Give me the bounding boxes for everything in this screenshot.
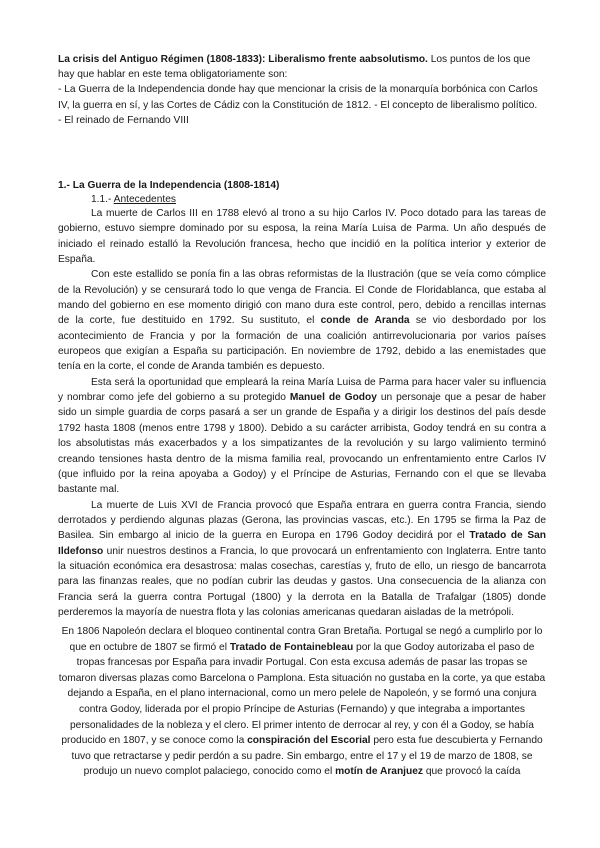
body-text-centered <box>58 624 546 780</box>
topic-title: La crisis del Antiguo Régimen (1808-1833): Liberalismo frente aabsolutismo. <box>58 54 428 65</box>
paragraph-2-text-cont: se vio desbordado por los acontecimiento de Francia y por la formación de una coalición antirrevolucionaria por varios países europeos que exigían a España su participación. En noviembre de 1792, debido a las enemistades que tenía en la corte, el conde de Aranda también es depuesto. <box>58 315 546 373</box>
subsection-title: Antecedentes <box>113 194 176 205</box>
bold-term-fontainebleau: Tratado de Fontainebleau <box>229 641 354 653</box>
bold-term-godoy: Manuel de Godoy <box>289 392 377 404</box>
paragraph-4 <box>58 498 546 621</box>
bold-term-conde-aranda: conde de Aranda <box>320 315 410 327</box>
intro-block <box>58 52 544 128</box>
paragraph-5-text: En 1806 Napoleón declara el bloqueo continental contra Gran Bretaña. Portugal se negó a cumplirlo por lo que en octubre de 1807 se firmó el <box>61 626 543 653</box>
paragraph-3-text: Esta será la oportunidad que empleará la reina María Luisa de Parma para hacer valer su influencia y nombrar como jefe del gobierno a su protegido <box>58 376 546 404</box>
paragraph-5-text-end: que provocó la caída <box>422 766 521 778</box>
paragraph-3-text-cont: un personaje que a pesar de haber sido un simple guardia de corps pasará a ser un grande de España y a dirigir los destinos del país desde 1792 hasta 1808 (menos entre 1798 y 1800). Debido a su carácter arribista, Godoy tendrá en su contra a los absolutistas más exacerbados y a los simpatizantes de la revolución y su largo valimiento terminó creando tensiones hasta dentro de la misma familia real, provocando un enfrentamiento entre Carlos IV (que influido por la reina apoyaba a Godoy) y el Príncipe de Asturias, Fernando con el que se llevaba bastante mal. <box>58 392 546 496</box>
subsection-heading <box>91 194 176 205</box>
intro-point-2: - El reinado de Fernando VIII <box>58 114 189 126</box>
section-title: 1.- La Guerra de la Independencia (1808-1814) <box>58 180 280 191</box>
body-text <box>58 206 546 620</box>
intro-point-1: - La Guerra de la Independencia donde hay que mencionar la crisis de la monarquía borbónica con Carlos IV, la guerra en sí, y las Cortes de Cádiz con la Constitución de 1812. - El concepto de liberalismo político. <box>58 84 538 111</box>
paragraph-5 <box>58 624 546 780</box>
paragraph-5-text-cont: por la que Godoy autorizaba el paso de tropas francesas por España para invadir Portugal. Con esta excusa además de pasar las tropas se tomaron diversas plazas como Barcelona o Pamplona. Esta situación no gustaba en la corte, ya que estaba dejando a España, en el plano internacional, como un mero pelele de Napoleón, y se formó una conjura contra Godoy, liderada por el propio Príncipe de Asturias (Fernando) y que integraba a importantes personalidades de la nobleza y el clero. El primer intento de derrocar al rey, y con él a Godoy, se había producido en 1807, y se conoce como la <box>58 641 546 747</box>
intro-lead: Los puntos de los que hay que hablar en este tema obligatoriamente son: <box>58 54 531 81</box>
paragraph-2-text: Con este estallido se ponía fin a las obras reformistas de la Ilustración (que se veía como cómplice de la Revolución) y se censurará todo lo que venga de Francia. El Conde de Floridablanca, que estaba al mando del gobierno en ese momento dirigió con mano dura este control, pero, debido a rencillas internas de la corte, fue destituido en 1792. Su sustituto, el <box>58 269 546 327</box>
paragraph-4-text: La muerte de Luis XVI de Francia provocó que España entrara en guerra contra Francia, siendo derrotados y perdiendo algunas plazas (Gerona, las provincias vascas, etc.). En 1795 se firma la Paz de Basilea. Sin embargo al inicio de la guerra en Europa en 1796 Godoy decidirá por el <box>58 499 546 542</box>
bold-term-escorial: conspiración del Escorial <box>247 735 371 747</box>
paragraph-2 <box>58 267 546 374</box>
bold-term-aranjuez: motín de Aranjuez <box>335 766 423 778</box>
intro-paragraph <box>58 52 544 82</box>
paragraph-3 <box>58 375 546 498</box>
paragraph-1: La muerte de Carlos III en 1788 elevó al trono a su hijo Carlos IV. Poco dotado para las tareas de gobierno, estuvo siempre dominado por su esposa, la reina María Luisa de Parma. Un año después de iniciado el reinado estalló la Revolución francesa, hecho que incidió en la política interior y exterior de España. <box>58 208 546 266</box>
subsection-number: 1.1.- <box>91 194 114 205</box>
paragraph-4-text-cont: unir nuestros destinos a Francia, lo que provocará un enfrentamiento con Inglaterra. Entre tanto la situación económica era desastrosa: malas cosechas, carestías y, fruto de ello, un riesgo de bancarrota para las finanzas reales, que no podían cubrir las deudas y gastos. Una consecuencia de la alianza con Francia será la guerra contra Portugal (1800) y la derrota en la Batalla de Trafalgar (1805) donde perderemos la mayoría de nuestra flota y las colonias americanas quedaran aisladas de la metrópoli. <box>58 545 546 618</box>
paragraph-5-text-cont-2: pero esta fue descubierta y Fernando tuvo que retractarse y pedir perdón a su padre. Sin embargo, entre el 17 y el 19 de marzo de 1808, se produjo un nuevo complot palaciego, conocido como el <box>71 735 543 778</box>
bold-term-san-ildefonso: Tratado de San Ildefonso <box>58 530 547 557</box>
